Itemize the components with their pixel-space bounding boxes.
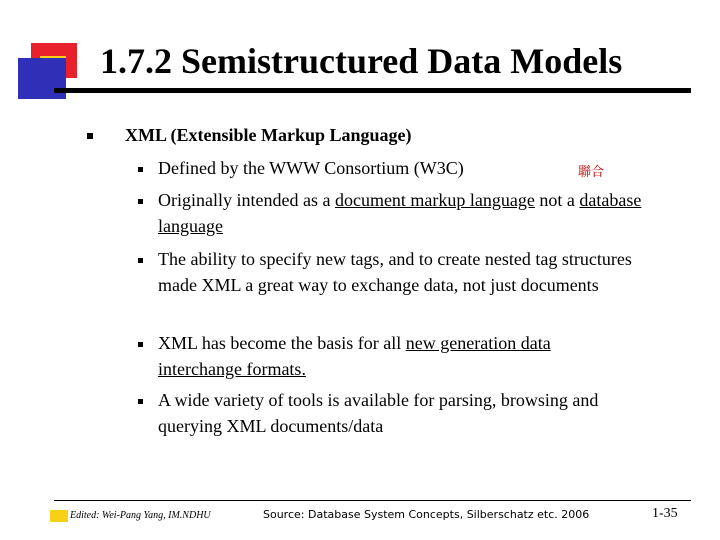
sub-bullet-marker-icon bbox=[138, 199, 143, 204]
sub-bullet-3-text: The ability to specify new tags, and to create nested tag structures made XML a great way to exchange data, not just documents bbox=[158, 249, 632, 295]
sub-bullet-4-pre: XML has become the basis for all bbox=[158, 333, 406, 353]
sub-bullet-2-term-1: document markup language bbox=[334, 190, 535, 210]
sub-bullet-4 bbox=[158, 330, 608, 382]
sub-bullet-1-text: Defined by the WWW Consortium (W3C) bbox=[158, 158, 464, 178]
main-bullet: XML (Extensible Markup Language) bbox=[125, 125, 412, 145]
footer-divider bbox=[54, 500, 691, 501]
sub-bullet-marker-icon bbox=[138, 342, 143, 347]
sub-bullet-4-term: new generation data interchange formats. bbox=[158, 333, 551, 379]
footer-source: Source: Database System Concepts, Silberschatz etc. 2006 bbox=[263, 508, 590, 521]
sub-bullet-marker-icon bbox=[138, 258, 143, 263]
sub-bullet-2 bbox=[158, 187, 658, 239]
sub-bullet-marker-icon bbox=[138, 399, 143, 404]
sub-bullet-2-mid: not a bbox=[534, 190, 580, 210]
bullet-marker-icon bbox=[87, 133, 93, 139]
sub-bullet-3 bbox=[158, 246, 648, 298]
page-number: 1-35 bbox=[652, 506, 678, 521]
footer-yellow-mark bbox=[50, 510, 68, 522]
footer-editor: Edited: Wei-Pang Yang, IM.NDHU bbox=[70, 510, 211, 521]
sub-bullet-2-term-2: database language bbox=[158, 190, 642, 236]
title-underline bbox=[54, 88, 691, 93]
sub-bullet-marker-icon bbox=[138, 167, 143, 172]
sub-bullet-5 bbox=[158, 387, 638, 439]
slide-title: 1.7.2 Semistructured Data Models bbox=[100, 41, 623, 81]
sub-bullet-5-text: A wide variety of tools is available for parsing, browsing and querying XML documents/data bbox=[158, 390, 599, 436]
annotation-note: 聯合 bbox=[578, 165, 605, 180]
sub-bullet-2-pre: Originally intended as a bbox=[158, 190, 335, 210]
